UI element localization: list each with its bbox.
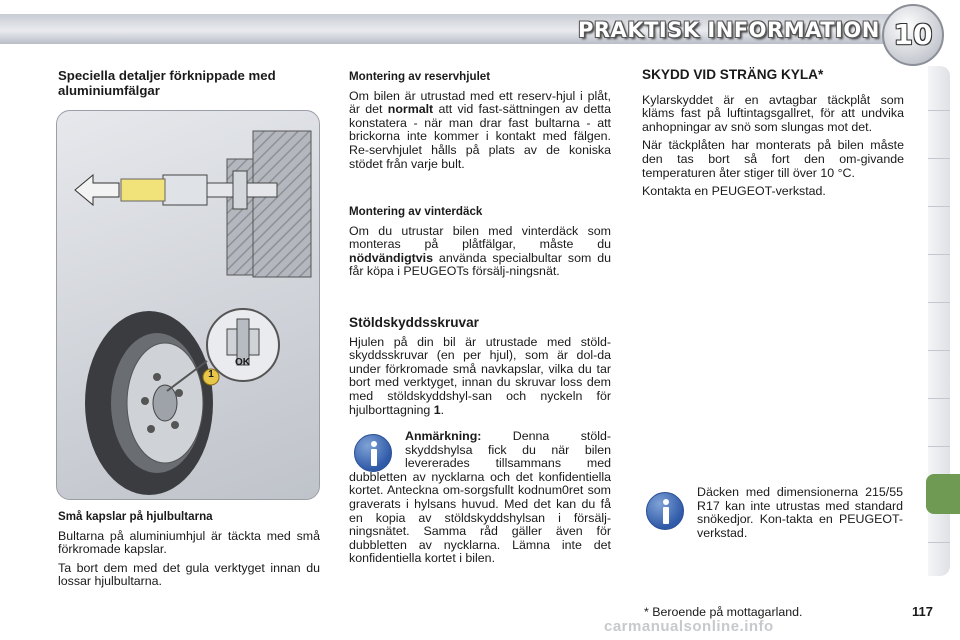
page-title: PRAKTISK INFORMATION [578, 18, 880, 42]
spare-wheel-heading: Montering av reservhjulet [349, 70, 491, 83]
caps-heading: Små kapslar på hjulbultarna [58, 510, 213, 523]
left-column [58, 68, 320, 98]
page-number: 117 [912, 604, 933, 619]
winter-tyres-text: Om du utrustar bilen med vinterdäck som monteras på plåtfälgar, måste du nödvändigtvis använda specialbultar som du får köpa i PEUGEOTs försälj-ningsnät. [349, 223, 611, 279]
winter-tyres-section [349, 205, 611, 284]
wheel-bolt-drawing [57, 111, 319, 499]
ok-label: OK [235, 357, 250, 368]
winter-tyres-heading: Montering av vinterdäck [349, 205, 483, 218]
wheel-bolt-illustration [56, 110, 320, 500]
cold-protection-heading: SKYDD VID STRÄNG KYLA* [642, 67, 824, 82]
theft-note-text: Anmärkning: Denna stöld-skyddshylsa fick du när bilen levererades tillsammans med dubbletten av nycklarna och det konfidentiella kortet. Anteckna om-sorgsfullt kodnum0ret som graverats i hylsans huvud. Med det kan du få en kopia av stöldskyddshylsan i försälj-ningsnätet. Samma råd gäller även för dubbletten av nycklarna. Lämna inte det konfidentiella kortet i bilen. [349, 429, 611, 566]
cold-protection-p1: Kylarskyddet är en avtagbar täckplåt som kläms fast på luftintagsgallret, för att undvika anhopningar av snö som slungas mot det. [642, 92, 904, 134]
theft-bolts-text: Hjulen på din bil är utrustade med stöld-skyddsskruvar (en per hjul), som är dol-da under förkromade små navkapslar, vilka du tar bort med verktyget, innan du skruvar loss dem med stöldskyddshyl-san och nyckeln för hjulborttagning 1. [349, 334, 611, 417]
cold-protection-p3: Kontakta en PEUGEOT-verkstad. [642, 184, 826, 199]
caps-paragraph-1: Bultarna på aluminiumhjul är täckta med små förkromade kapslar. [58, 528, 320, 557]
theft-note [349, 430, 611, 571]
section-title-aluminium: Speciella detaljer förknippade med aluminiumfälgar [58, 68, 276, 98]
theft-bolts-section [349, 316, 611, 422]
info-icon [646, 492, 684, 530]
spare-wheel-text: Om bilen är utrustad med ett reserv-hjul i plåt, är det normalt att vid fast-sättningen av detta konstatera - när man drar fast bultarna - att brickorna inte kommer i kontakt med fälgen. Re-servhjulet hålls på plats av de koniska stödet från varje bult. [349, 88, 611, 171]
chapter-tab-active[interactable] [926, 474, 960, 514]
cold-protection-p2: När täckplåten har monterats på bilen måste den tas bort så fort den om-givande temperaturen åter stiger till över 10 °C. [642, 138, 904, 180]
theft-bolts-heading: Stöldskyddsskruvar [349, 315, 479, 330]
right-column [642, 68, 904, 204]
middle-column [349, 70, 611, 176]
caps-paragraph-2: Ta bort dem med det gula verktyget innan du lossar hjulbultarna. [58, 560, 320, 589]
caps-section [58, 510, 320, 594]
snow-chain-note-text: Däcken med dimensionerna 215/55 R17 kan inte utrustas med standard snökedjor. Kon-takta en PEUGEOT-verkstad. [697, 485, 903, 540]
snow-chain-note [697, 486, 903, 545]
chapter-number: 10 [893, 18, 933, 51]
footnote: * Beroende på mottagarland. [644, 605, 803, 619]
chapter-badge [882, 4, 944, 66]
watermark: carmanualsonline.info [604, 618, 774, 635]
callout-1: 1 [208, 369, 214, 380]
